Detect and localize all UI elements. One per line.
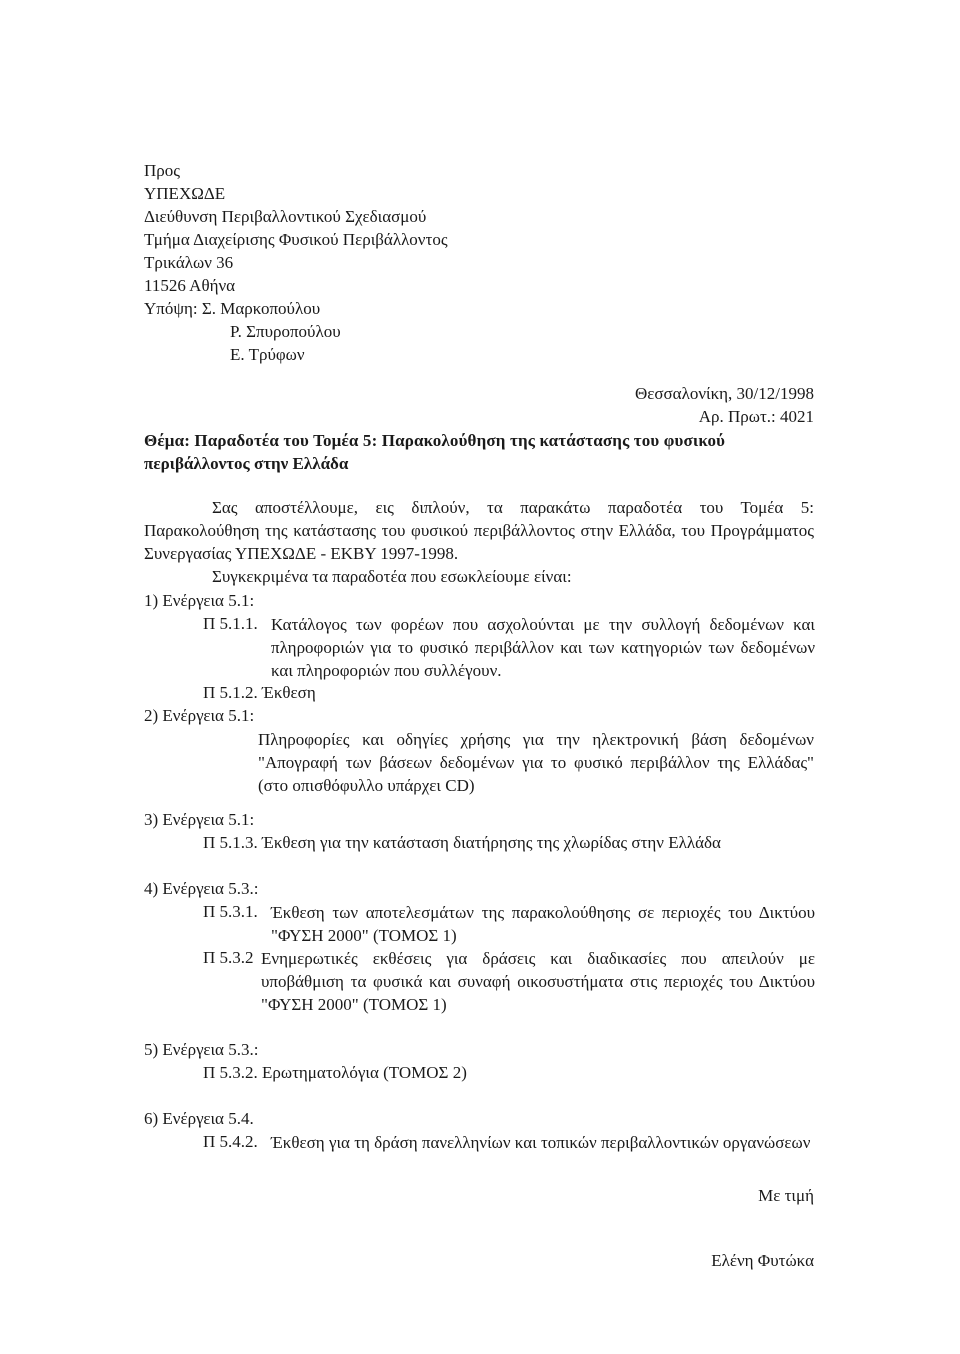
item-1-title: 1) Ενέργεια 5.1:	[144, 591, 255, 610]
signer-name: Ελένη Φυτώκα	[711, 1251, 814, 1270]
recipient-directorate: Διεύθυνση Περιβαλλοντικού Σχεδιασμού	[144, 207, 427, 226]
recipient-attention: Υπόψη: Σ. Μαρκοπούλου	[144, 299, 321, 318]
recipient-to: Προς	[144, 161, 180, 180]
protocol-number: Αρ. Πρωτ.: 4021	[698, 407, 814, 426]
subject-line-1: Θέμα: Παραδοτέα του Τομέα 5: Παρακολούθηση της κατάστασης του φυσικού	[144, 431, 726, 450]
closing-regards: Με τιμή	[758, 1186, 814, 1205]
item-4-deliverable-2-code: Π 5.3.2	[203, 948, 254, 967]
item-2-title: 2) Ενέργεια 5.1:	[144, 706, 255, 725]
item-4-deliverable-2-text: Ενημερωτικές εκθέσεις για δράσεις και διαδικασίες που απειλούν με υποβάθμιση τα φυσικά και συναφή οικοσυστήματα στις περιοχές του Δικτύου "ΦΥΣΗ 2000" (ΤΟΜΟΣ 1)	[261, 949, 815, 1014]
item-4-title: 4) Ενέργεια 5.3.:	[144, 879, 259, 898]
item-5-title: 5) Ενέργεια 5.3.:	[144, 1040, 259, 1059]
item-3-deliverable-1: Π 5.1.3. Έκθεση για την κατάσταση διατήρησης της χλωρίδας στην Ελλάδα	[203, 833, 721, 852]
subject-line-2: περιβάλλοντος στην Ελλάδα	[144, 454, 349, 473]
item-4-deliverable-1-code: Π 5.3.1.	[203, 902, 258, 921]
item-6-deliverable-1-text: Έκθεση για τη δράση πανελληνίων και τοπικών περιβαλλοντικών οργανώσεων	[271, 1133, 811, 1152]
intro-paragraph: Σας αποστέλλουμε, εις διπλούν, τα παρακάτω παραδοτέα του Τομέα 5: Παρακολούθηση της κατάστασης του φυσικού περιβάλλοντος στην Ελλάδα, του Προγράμματος Συνεργασίας ΥΠΕΧΩΔΕ - ΕΚΒΥ 1997-1998.	[144, 498, 814, 563]
item-1-deliverable-1-text: Κατάλογος των φορέων που ασχολούνται με την συλλογή δεδομένων και πληροφοριών για το φυσικό περιβάλλον και των κατηγοριών των δεδομένων και πληροφοριών που συλλέγουν.	[271, 615, 815, 680]
item-6-deliverable-1-code: Π 5.4.2.	[203, 1132, 258, 1151]
recipient-attention-2: Ρ. Σπυροπούλου	[230, 322, 341, 341]
recipient-city: 11526 Αθήνα	[144, 276, 236, 295]
specifically-line: Συγκεκριμένα τα παραδοτέα που εσωκλείουμε είναι:	[212, 567, 572, 586]
item-4-deliverable-1-text: Έκθεση των αποτελεσμάτων της παρακολούθησης σε περιοχές του Δικτύου "ΦΥΣΗ 2000" (ΤΟΜΟΣ 1)	[271, 903, 815, 945]
item-1-deliverable-1-code: Π 5.1.1.	[203, 614, 258, 633]
item-2-text: Πληροφορίες και οδηγίες χρήσης για την ηλεκτρονική βάση δεδομένων "Απογραφή των βάσεων δεδομένων για το φυσικό περιβάλλον της Ελλάδας" (στο οπισθόφυλλο υπάρχει CD)	[258, 730, 814, 795]
item-1-deliverable-2: Π 5.1.2. Έκθεση	[203, 683, 316, 702]
item-3-title: 3) Ενέργεια 5.1:	[144, 810, 255, 829]
recipient-org: ΥΠΕΧΩΔΕ	[144, 184, 226, 203]
item-5-deliverable-1: Π 5.3.2. Ερωτηματολόγια (ΤΟΜΟΣ 2)	[203, 1063, 467, 1082]
recipient-street: Τρικάλων 36	[144, 253, 234, 272]
item-6-title: 6) Ενέργεια 5.4.	[144, 1109, 254, 1128]
recipient-department: Τμήμα Διαχείρισης Φυσικού Περιβάλλοντος	[144, 230, 448, 249]
place-date: Θεσσαλονίκη, 30/12/1998	[634, 384, 814, 403]
recipient-attention-3: Ε. Τρύφων	[230, 345, 305, 364]
